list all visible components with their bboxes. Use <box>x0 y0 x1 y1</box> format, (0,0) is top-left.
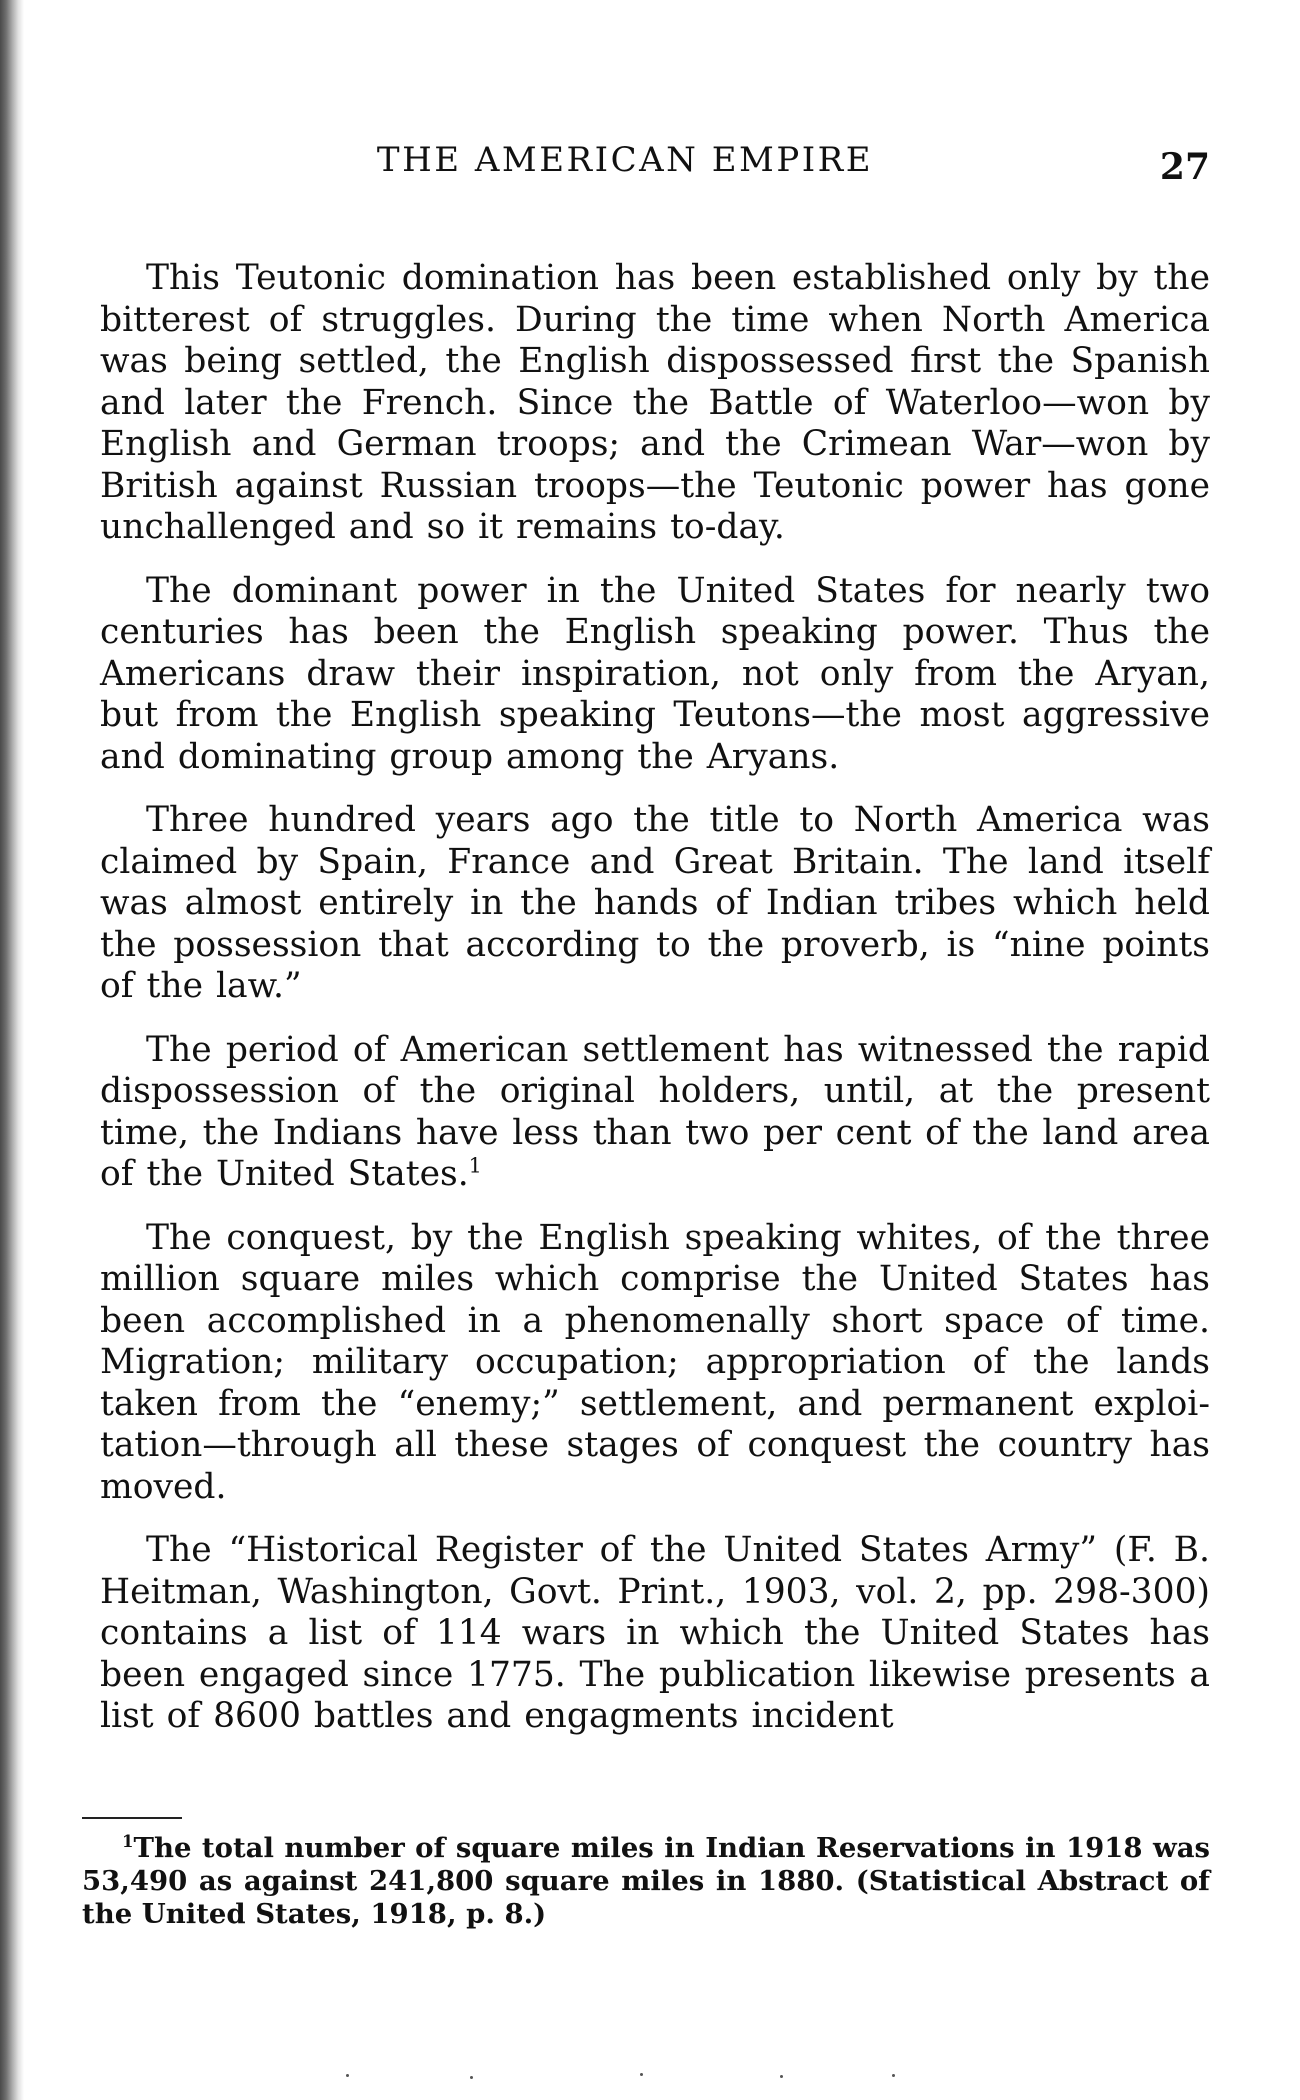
scan-speck <box>346 2074 349 2077</box>
paragraph-american-settlement <box>100 1030 1210 1196</box>
footnote-marker: 1 <box>122 1831 134 1851</box>
paragraph-conquest: The conquest, by the English speaking whites, of the three million square miles which comprise the United States has been accomplished in a phenomenally short space of time. Migration; military occupation; appropriation of the lands taken from the “enemy;” settlement, and permanent exploitation—through all these stages of conquest the country has moved. <box>100 1217 1210 1507</box>
footnote-reference: 1 <box>468 1153 482 1178</box>
scan-speck <box>780 2075 783 2078</box>
scan-speck <box>640 2073 643 2076</box>
paragraph-three-hundred-years: Three hundred years ago the title to North America was claimed by Spain, France and Great Britain. The land itself was almost entirely in the hands of Indian tribes which held the possession that according to the proverb, is “nine points of the law.” <box>100 800 1210 1006</box>
scan-binding-edge <box>0 0 24 2100</box>
paragraph-teutonic-domination: This Teutonic domination has been established only by the bitterest of struggles. During the time when North America was being settled, the English dispossessed first the Spanish and later the French. Since the Battle of Waterloo—won by English and German troops; and the Crimean War—won by British against Russian troops—the Teutonic power has gone unchallenged and so it remains to-day. <box>100 258 1210 547</box>
scan-specks <box>340 2072 920 2080</box>
footnote-text: The total number of square miles in Indian Reservations in 1918 was 53,490 as against 241,800 square miles in 1880. (Statistical Abstract of the United States, 1918, p. 8.) <box>82 1832 1210 1930</box>
running-head <box>100 140 1210 190</box>
body-text <box>100 258 1210 1760</box>
paragraph-american-settlement-text: The period of American settlement has witnessed the rapid dispossession of the original holders, until, at the present time, the Indians have less than two per cent of the land area of the United States. <box>100 1029 1210 1194</box>
running-title: THE AMERICAN EMPIRE <box>376 140 874 180</box>
footnote-divider <box>82 1817 182 1819</box>
paragraph-dominant-power: The dominant power in the United States for nearly two centuries has been the English speaking power. Thus the Americans draw their inspiration, not only from the Aryan, but from the English speaking Teutons—the most aggressive and dominating group among the Aryans. <box>100 570 1210 777</box>
scan-speck <box>892 2074 895 2077</box>
paragraph-historical-register: The “Historical Register of the United States Army” (F. B. Heitman, Washington, Govt. Print., 1903, vol. 2, pp. 298-300) contains a list of 114 wars in which the United States has been engaged since 1775. The publication likewise presents a list of 8600 battles and engagments incident <box>100 1530 1210 1736</box>
page-number: 27 <box>1159 146 1210 188</box>
scan-speck <box>470 2076 473 2079</box>
footnote <box>82 1832 1210 1931</box>
